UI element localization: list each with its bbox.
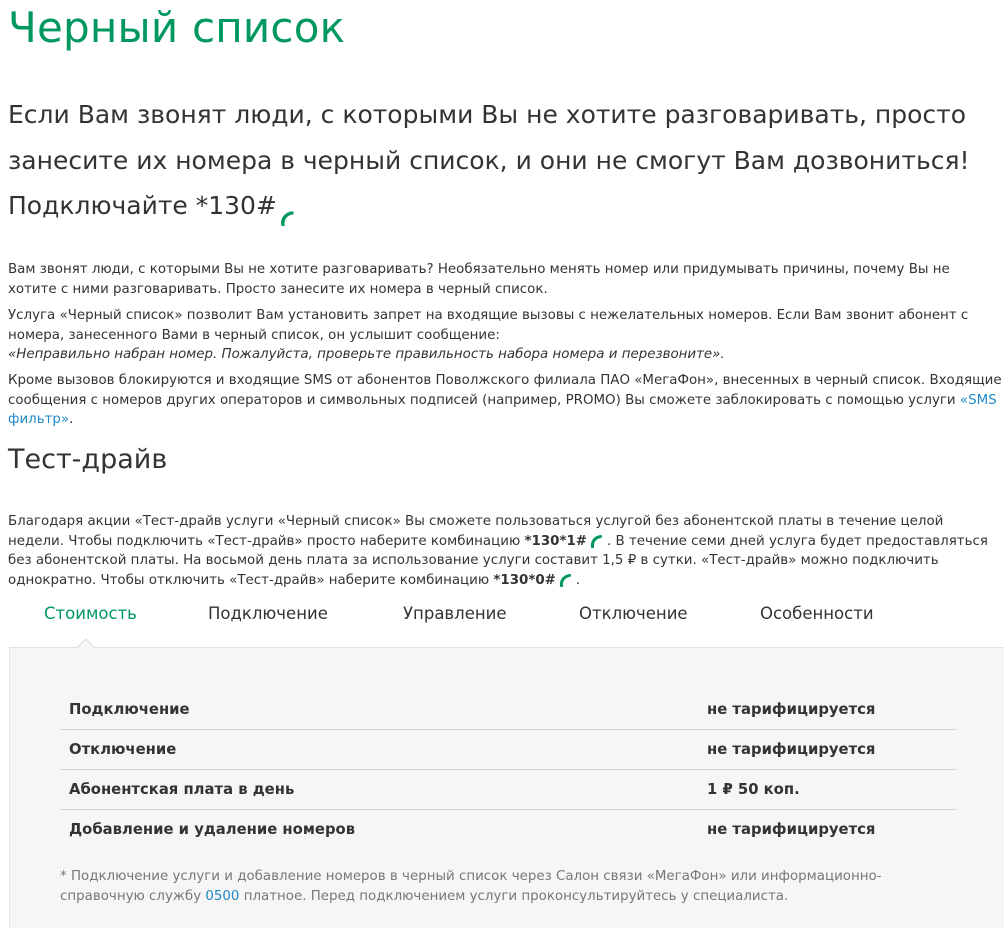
code-enable: *130*1# — [524, 533, 587, 549]
pricing-item-value: не тарифицируется — [698, 730, 957, 770]
pricing-item-name: Подключение — [60, 690, 698, 730]
pricing-item-name: Добавление и удаление номеров — [69, 821, 356, 838]
tab-features[interactable]: Особенности — [760, 604, 874, 623]
intro-paragraph-3 — [8, 371, 1002, 430]
test-drive-text-c: . — [575, 572, 581, 588]
tab-connection[interactable]: Подключение — [208, 604, 328, 623]
tab-management[interactable]: Управление — [403, 604, 507, 623]
phone-handset-icon[interactable] — [279, 198, 297, 216]
table-row — [60, 690, 957, 730]
phone-handset-icon[interactable] — [558, 571, 576, 589]
active-tab-pointer-fill — [77, 640, 95, 649]
phone-handset-icon[interactable] — [589, 532, 607, 550]
lead-text: Если Вам звонят люди, с которыми Вы не хотите разговаривать, просто занесите их номера в черный список, и они не смогут Вам дозвониться! — [8, 100, 970, 175]
sms-filter-link[interactable]: «SMS фильтр» — [8, 392, 997, 427]
test-drive-text-b: . В течение семи дней услуга будет предоставляться без абонентской платы. На восьмой день плата за использование услуги составит 1,5 ₽ в сутки. «Тест-драйв» можно подключить однократно. Чтобы отключить «Тест-драйв» наберите комбинацию — [8, 533, 988, 588]
intro-paragraph-1: Вам звонят люди, с которыми Вы не хотите разговаривать? Необязательно менять номер или придумывать причины, почему Вы не хотите с ними разговаривать. Просто занесите их номера в черный список. — [8, 262, 950, 297]
pricing-footnote — [60, 867, 960, 907]
pricing-item-value: не тарифицируется — [707, 821, 876, 838]
pricing-item-value: 1 ₽ 50 коп. — [698, 770, 957, 810]
service-tabs — [0, 600, 1004, 630]
test-drive-text-a: Благодаря акции «Тест-драйв услуги «Черный список» Вы сможете пользоваться услугой без абонентской платы в течение целой недели. Чтобы подключить «Тест-драйв» просто наберите комбинацию — [8, 514, 944, 549]
intro-paragraph-3-end: . — [69, 412, 74, 427]
table-row — [60, 810, 957, 850]
blocked-message-quote: «Неправильно набран номер. Пожалуйста, проверьте правильность набора номера и перезвоните». — [8, 347, 725, 362]
pricing-item-name: Абонентская плата в день — [60, 770, 698, 810]
footnote-text-b: платное. Перед подключением услуги проконсультируйтесь у специалиста. — [239, 889, 789, 904]
code-disable: *130*0# — [493, 572, 556, 588]
intro-paragraph-2 — [8, 306, 1002, 365]
intro-paragraph-3-text: Кроме вызовов блокируются и входящие SMS от абонентов Поволжского филиала ПАО «МегаФон», внесенных в черный список. Входящие сообщения с номеров других операторов и символьных подписей (например, PROMO) Вы сможете заблокировать с помощью услуги — [8, 373, 1002, 408]
pricing-item-value: не тарифицируется — [698, 690, 957, 730]
subtitle — [8, 186, 297, 226]
pricing-table — [60, 690, 957, 849]
intro-paragraph-2-text: Услуга «Черный список» позволит Вам установить запрет на входящие вызовы с нежелательных номеров. Если Вам звонит абонент с номера, занесенного Вами в черный список, он услышит сообщение: — [8, 308, 969, 343]
test-drive-paragraph — [8, 512, 1002, 590]
subtitle-text: Подключайте *130# — [8, 191, 277, 220]
tab-disconnection[interactable]: Отключение — [579, 604, 688, 623]
tab-cost[interactable]: Стоимость — [44, 604, 137, 623]
pricing-item-name: Отключение — [60, 730, 698, 770]
info-service-0500-link[interactable]: 0500 — [205, 889, 240, 904]
page-title: Черный список — [8, 3, 346, 52]
footnote-text-a: * Подключение услуги и добавление номеров в черный список через Салон связи «МегаФон» или информационно-справочную службу — [60, 869, 882, 904]
table-row — [60, 730, 957, 770]
test-drive-heading: Тест-драйв — [8, 444, 168, 475]
table-row — [60, 770, 957, 810]
